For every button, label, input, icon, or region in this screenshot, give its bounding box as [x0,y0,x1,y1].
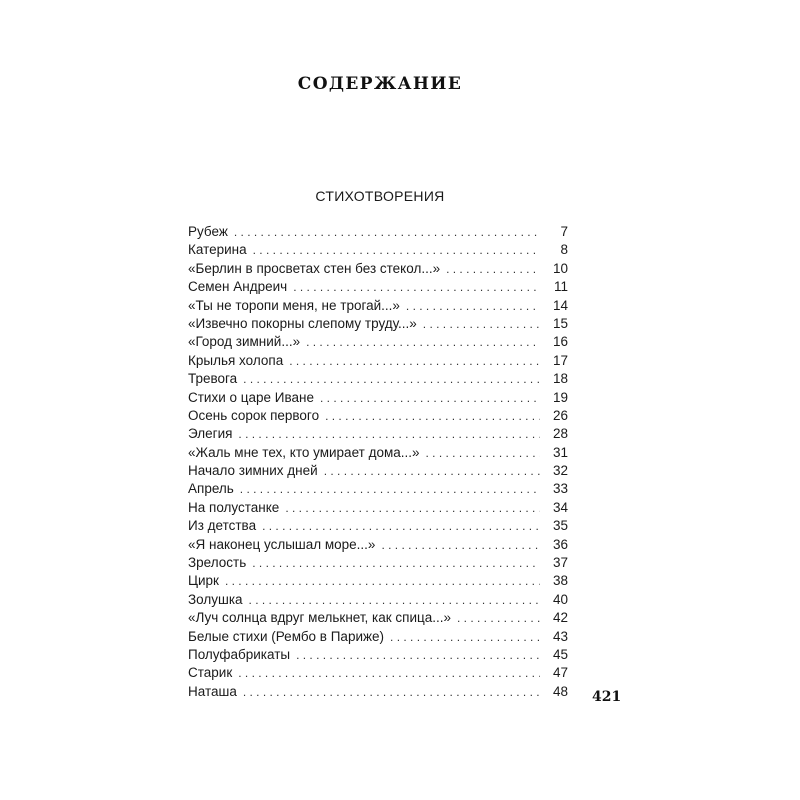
toc-entry-title: «Город зимний...» [188,334,301,350]
section-heading: СТИХОТВОРЕНИЯ [315,188,445,204]
table-of-contents [188,224,568,702]
toc-entry-title: Семен Андреич [188,279,288,295]
toc-entry [188,242,568,260]
dot-leader [240,482,540,496]
toc-entry-title: «Луч солнца вдруг мелькнет, как спица...» [188,610,451,626]
toc-entry [188,298,568,316]
toc-entry-title: Тревога [188,371,238,387]
toc-entry-page-number: 43 [552,628,568,644]
toc-entry-page-number: 36 [552,536,568,552]
dot-leader [426,446,541,460]
toc-entry-page-number: 40 [552,591,568,607]
toc-entry-title: «Жаль мне тех, кто умирает дома...» [188,444,420,460]
toc-entry-page-number: 35 [552,518,568,534]
dot-leader [238,427,540,441]
toc-entry-page-number: 42 [552,610,568,626]
toc-entry-page-number: 8 [560,242,568,258]
toc-entry-page-number: 34 [552,499,568,515]
page-title: СОДЕРЖАНИЕ [297,74,463,94]
toc-entry [188,592,568,610]
toc-entry [188,500,568,518]
toc-entry [188,610,568,628]
dot-leader [446,262,540,276]
toc-entry-page-number: 14 [552,297,568,313]
toc-entry-title: Элегия [188,426,233,442]
dot-leader [262,519,540,533]
toc-entry-title: Крылья холопа [188,352,284,368]
toc-entry [188,445,568,463]
toc-entry [188,665,568,683]
toc-entry-title: Катерина [188,242,247,258]
toc-entry-page-number: 7 [560,224,568,239]
toc-entry-page-number: 32 [552,463,568,479]
toc-entry [188,224,568,242]
dot-leader [390,630,540,644]
dot-leader [243,685,540,699]
toc-entry [188,647,568,665]
toc-entry-page-number: 19 [552,389,568,405]
toc-entry [188,629,568,647]
toc-entry-title: «Я наконец услышал море...» [188,536,376,552]
dot-leader [249,593,540,607]
toc-entry-page-number: 11 [553,279,568,295]
toc-entry-title: Цирк [188,573,219,589]
toc-entry-page-number: 47 [552,665,568,681]
toc-entry-title: Из детства [188,518,257,534]
dot-leader [457,611,540,625]
toc-entry-title: Апрель [188,481,234,497]
dot-leader [325,409,540,423]
toc-entry [188,481,568,499]
toc-entry [188,408,568,426]
dot-leader [320,391,540,405]
dot-leader [306,335,540,349]
toc-entry [188,334,568,352]
toc-entry [188,371,568,389]
toc-entry-page-number: 10 [552,260,568,276]
toc-entry-page-number: 15 [552,315,568,331]
toc-entry [188,537,568,555]
toc-entry [188,463,568,481]
toc-entry [188,261,568,279]
toc-entry-page-number: 48 [552,683,568,699]
dot-leader [406,299,540,313]
toc-entry-page-number: 28 [552,426,568,442]
toc-entry-title: Полуфабрикаты [188,646,291,662]
toc-entry [188,684,568,702]
toc-entry-title: Осень сорок первого [188,407,320,423]
toc-entry-page-number: 17 [552,352,568,368]
toc-entry-title: Золушка [188,591,243,607]
toc-entry-page-number: 16 [552,334,568,350]
toc-entry-title: Стихи о царе Иване [188,389,314,405]
toc-entry [188,555,568,573]
toc-entry-page-number: 26 [552,407,568,423]
toc-entry [188,573,568,591]
page-number: 421 [592,689,622,705]
toc-entry-page-number: 31 [552,444,568,460]
toc-entry-title: Белые стихи (Рембо в Париже) [188,628,385,644]
dot-leader [238,666,540,680]
toc-entry-title: Рубеж [188,224,228,239]
toc-entry [188,279,568,297]
toc-entry-title: «Берлин в просветах стен без стекол...» [188,260,441,276]
dot-leader [234,225,540,239]
toc-entry-title: На полустанке [188,499,280,515]
toc-entry-page-number: 18 [552,371,568,387]
toc-entry [188,353,568,371]
toc-entry-title: «Ты не торопи меня, не трогай...» [188,297,400,313]
dot-leader [243,372,540,386]
toc-entry-title: Старик [188,665,233,681]
toc-entry-page-number: 37 [552,555,568,571]
dot-leader [225,574,540,588]
toc-entry [188,390,568,408]
dot-leader [293,280,540,294]
dot-leader [285,501,540,515]
dot-leader [296,648,540,662]
toc-entry-page-number: 45 [552,646,568,662]
toc-entry-page-number: 33 [552,481,568,497]
toc-entry [188,426,568,444]
toc-entry [188,316,568,334]
dot-leader [253,243,540,257]
toc-entry-title: Зрелость [188,555,247,571]
dot-leader [423,317,540,331]
dot-leader [324,464,540,478]
toc-entry-page-number: 38 [552,573,568,589]
dot-leader [252,556,540,570]
toc-entry [188,518,568,536]
dot-leader [381,538,540,552]
dot-leader [289,354,540,368]
toc-entry-title: «Извечно покорны слепому труду...» [188,315,417,331]
toc-entry-title: Начало зимних дней [188,463,318,479]
toc-entry-title: Наташа [188,683,237,699]
